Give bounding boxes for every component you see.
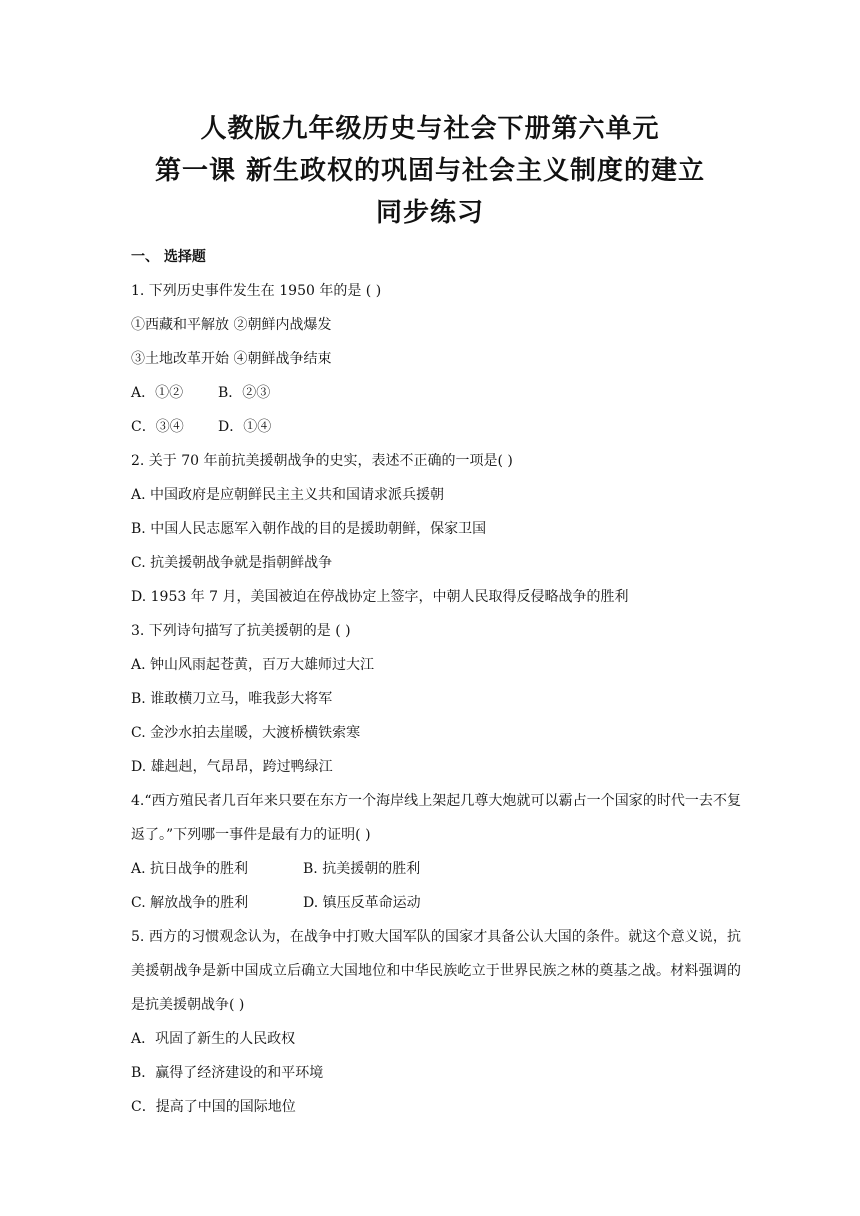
question-stem: 1. 下列历史事件发生在 1950 年的是 ( ): [131, 283, 382, 299]
option-d: D. 1953 年 7 月，美国被迫在停战协定上签字，中朝人民取得反侵略战争的胜利: [131, 589, 629, 605]
option-row: [131, 410, 741, 444]
option-c: C．提高了中国的国际地位: [131, 1099, 296, 1115]
question-stem: 2. 关于 70 年前抗美援朝战争的史实，表述不正确的一项是( ): [131, 453, 513, 469]
question-2: [131, 444, 741, 614]
title-line-1: 人教版九年级历史与社会下册第六单元: [200, 114, 660, 144]
option-a: A．巩固了新生的人民政权: [131, 1031, 296, 1047]
question-4: [131, 784, 741, 920]
option-a: A. 钟山风雨起苍黄，百万大雄师过大江: [131, 657, 375, 673]
option-a: A. 中国政府是应朝鲜民主主义共和国请求派兵援朝: [131, 487, 445, 503]
option-d: D．①④: [218, 419, 272, 435]
title-line-2: 第一课 新生政权的巩固与社会主义制度的建立: [154, 156, 706, 186]
question-stem: 4.“西方殖民者几百年来只要在东方一个海岸线上架起几尊大炮就可以霸占一个国家的时代一去不复返了。”下列哪一事件是最有力的证明( ): [131, 793, 741, 843]
option-b: B．赢得了经济建设的和平环境: [131, 1065, 324, 1081]
question-3: [131, 614, 741, 784]
option-c: C. 解放战争的胜利: [131, 895, 249, 911]
option-c: C．③④: [131, 419, 184, 435]
question-5: [131, 920, 741, 1124]
option-row: [131, 886, 741, 920]
option-row: [131, 376, 741, 410]
option-d: D. 雄赳赳，气昂昂，跨过鸭绿江: [131, 759, 333, 775]
option-c: C. 抗美援朝战争就是指朝鲜战争: [131, 555, 333, 571]
question-1: [131, 274, 741, 444]
option-a: A. 抗日战争的胜利: [131, 861, 249, 877]
question-stem: 5. 西方的习惯观念认为，在战争中打败大国军队的国家才具备公认大国的条件。就这个意义说，抗美援朝战争是新中国成立后确立大国地位和中华民族屹立于世界民族之林的奠基之战。材料强调的是抗美援朝战争( ): [131, 929, 741, 1013]
option-b: B. 谁敢横刀立马，唯我彭大将军: [131, 691, 333, 707]
option-a: A．①②: [131, 385, 184, 401]
question-item: ③土地改革开始 ④朝鲜战争结束: [131, 351, 332, 367]
question-item: ①西藏和平解放 ②朝鲜内战爆发: [131, 317, 332, 333]
option-c: C. 金沙水拍去崖暖，大渡桥横铁索寒: [131, 725, 361, 741]
section-heading: 一、 选择题: [131, 249, 206, 265]
document-title: [0, 108, 860, 234]
option-b: B. 抗美援朝的胜利: [303, 861, 421, 877]
option-row: [131, 852, 741, 886]
option-d: D. 镇压反革命运动: [303, 895, 421, 911]
question-stem: 3. 下列诗句描写了抗美援朝的是 ( ): [131, 623, 351, 639]
option-b: B. 中国人民志愿军入朝作战的目的是援助朝鲜，保家卫国: [131, 521, 487, 537]
title-line-3: 同步练习: [375, 198, 484, 228]
option-b: B．②③: [218, 385, 271, 401]
document-body: [131, 240, 741, 1124]
